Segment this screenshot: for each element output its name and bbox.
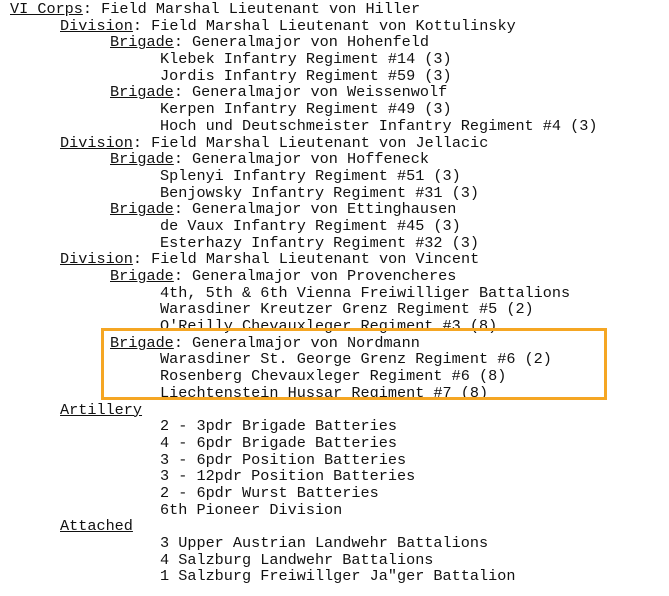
brigade-line [10,268,597,285]
unit-line: 4th, 5th & 6th Vienna Freiwilliger Battalions [160,283,571,302]
separator: : [82,0,102,18]
attached-label: Attached [60,517,133,536]
division-commander: Field Marshal Lieutenant von Vincent [151,250,480,269]
unit-line: Kerpen Infantry Regiment #49 (3) [160,100,452,119]
division-commander: Field Marshal Lieutenant von Kottulinsky [151,16,516,35]
brigade-label: Brigade [110,200,174,219]
attached-item: 3 Upper Austrian Landwehr Battalions [160,534,489,552]
brigade-commander: Generalmajor von Hoffeneck [192,150,430,169]
artillery-item: 3 - 12pdr Position Batteries [160,467,416,486]
corps-commander: Field Marshal Lieutenant von Hiller [101,0,421,18]
artillery-item: 2 - 3pdr Brigade Batteries [160,417,397,436]
brigade-label: Brigade [110,83,174,102]
division-label: Division [60,250,133,269]
separator: : [173,200,193,219]
brigade-label: Brigade [110,267,174,285]
unit-line: Splenyi Infantry Regiment #51 (3) [160,166,461,185]
separator: : [173,83,193,102]
unit-line: Rosenberg Chevauxleger Regiment #6 (8) [160,367,507,386]
brigade-commander: Generalmajor von Nordmann [192,333,420,352]
brigade-label: Brigade [110,33,174,52]
division-commander: Field Marshal Lieutenant von Jellacic [151,133,489,152]
artillery-item: 3 - 6pdr Position Batteries [160,450,407,469]
attached-heading [10,518,597,535]
unit-line: Jordis Infantry Regiment #59 (3) [160,66,452,85]
brigade-label: Brigade [110,150,174,169]
separator: : [173,150,193,169]
brigade-commander: Generalmajor von Weissenwolf [192,83,448,102]
brigade-line [10,84,597,101]
brigade-line [10,201,597,218]
artillery-heading [10,402,597,419]
division-line [10,135,597,152]
artillery-item: 6th Pioneer Division [160,500,343,519]
artillery-label: Artillery [60,400,143,419]
corps-line [10,1,597,18]
brigade-commander: Generalmajor von Hohenfeld [192,33,430,52]
separator: : [173,33,193,52]
division-label: Division [60,133,133,152]
separator: : [132,16,152,35]
unit-line: de Vaux Infantry Regiment #45 (3) [160,216,461,235]
artillery-item: 4 - 6pdr Brigade Batteries [160,433,397,452]
brigade-line [10,34,597,51]
corps-label: VI Corps [10,0,83,18]
unit-line: Esterhazy Infantry Regiment #32 (3) [160,233,479,252]
unit-line: Liechtenstein Hussar Regiment #7 (8) [160,383,489,402]
unit-line: Warasdiner St. George Grenz Regiment #6 (2) [160,350,552,369]
artillery-item: 2 - 6pdr Wurst Batteries [160,483,379,502]
unit-line: O'Reilly Chevauxleger Regiment #3 (8) [160,317,498,336]
brigade-label: Brigade [110,333,174,352]
division-label: Division [60,16,133,35]
unit-line: Warasdiner Kreutzer Grenz Regiment #5 (2) [160,300,534,319]
separator: : [132,250,152,269]
brigade-line [10,151,597,168]
separator: : [173,333,193,352]
unit-line: Hoch und Deutschmeister Infantry Regiment #4 (3) [160,116,598,135]
division-line [10,18,597,35]
brigade-commander: Generalmajor von Provencheres [192,267,457,285]
brigade-commander: Generalmajor von Ettinghausen [192,200,457,219]
attached-item: 1 Salzburg Freiwillger Ja"ger Battalion [160,567,516,586]
unit-line: Benjowsky Infantry Regiment #31 (3) [160,183,479,202]
separator: : [173,267,193,285]
attached-item: 4 Salzburg Landwehr Battalions [160,550,434,569]
separator: : [132,133,152,152]
order-of-battle [10,1,597,585]
division-line [10,251,597,268]
brigade-line [10,335,597,352]
unit-line: Klebek Infantry Regiment #14 (3) [160,50,452,69]
